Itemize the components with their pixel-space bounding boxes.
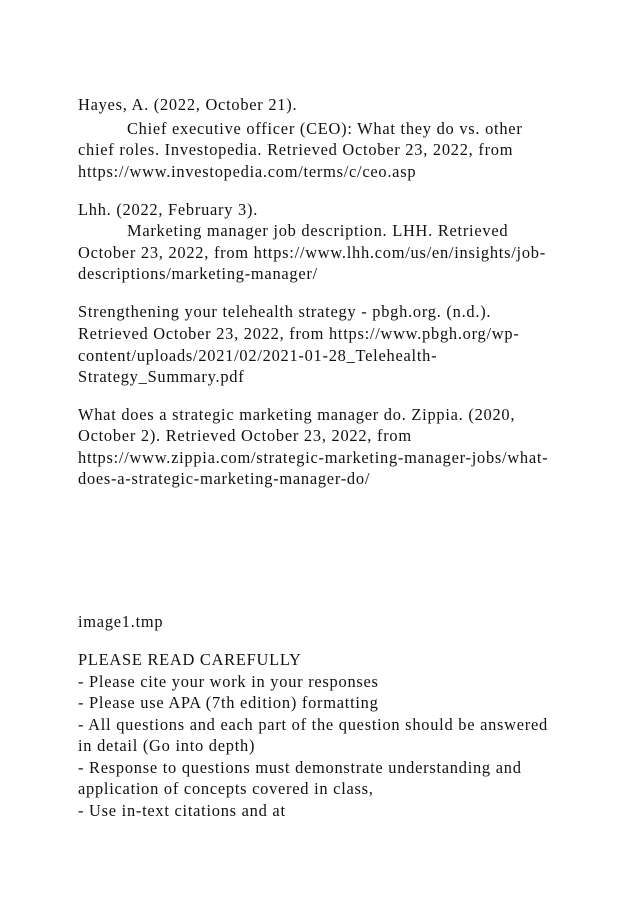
instruction-line-5: - Response to questions must demonstrate understanding and (78, 758, 522, 777)
reference-3-line-1: Strengthening your telehealth strategy - pbgh.org. (n.d.). (78, 302, 492, 321)
reference-2-line-4: descriptions/marketing-manager/ (78, 264, 318, 283)
image-caption: image1.tmp (78, 612, 164, 631)
reference-2-line-1: Lhh. (2022, February 3). (78, 200, 259, 219)
reference-3-line-4: Strategy_Summary.pdf (78, 367, 245, 386)
reference-2-line-2: Marketing manager job description. LHH. Retrieved (127, 221, 509, 240)
reference-1-line-4: https://www.investopedia.com/terms/c/ceo.asp (78, 162, 417, 181)
reference-4-line-1: What does a strategic marketing manager do. Zippia. (2020, (78, 405, 516, 424)
reference-4-line-2: October 2). Retrieved October 23, 2022, from (78, 426, 412, 445)
reference-3-line-3: content/uploads/2021/02/2021-01-28_Telehealth- (78, 346, 438, 365)
reference-4-line-3: https://www.zippia.com/strategic-marketing-manager-jobs/what- (78, 448, 549, 467)
instruction-line-2: - Please use APA (7th edition) formatting (78, 693, 379, 712)
reference-4-line-4: does-a-strategic-marketing-manager-do/ (78, 469, 371, 488)
instruction-line-1: - Please cite your work in your responses (78, 672, 379, 691)
reference-1-line-2: Chief executive officer (CEO): What they do vs. other (127, 119, 523, 138)
instruction-line-7: - Use in-text citations and at (78, 801, 286, 820)
reference-3-line-2: Retrieved October 23, 2022, from https://www.pbgh.org/wp- (78, 324, 520, 343)
instructions-heading: PLEASE READ CAREFULLY (78, 650, 302, 669)
reference-2-line-3: October 23, 2022, from https://www.lhh.com/us/en/insights/job- (78, 243, 546, 262)
reference-1-line-1: Hayes, A. (2022, October 21). (78, 95, 298, 114)
instruction-line-4: in detail (Go into depth) (78, 736, 256, 755)
instruction-line-6: application of concepts covered in class, (78, 779, 374, 798)
reference-1-line-3: chief roles. Investopedia. Retrieved October 23, 2022, from (78, 140, 514, 159)
instruction-line-3: - All questions and each part of the question should be answered (78, 715, 548, 734)
